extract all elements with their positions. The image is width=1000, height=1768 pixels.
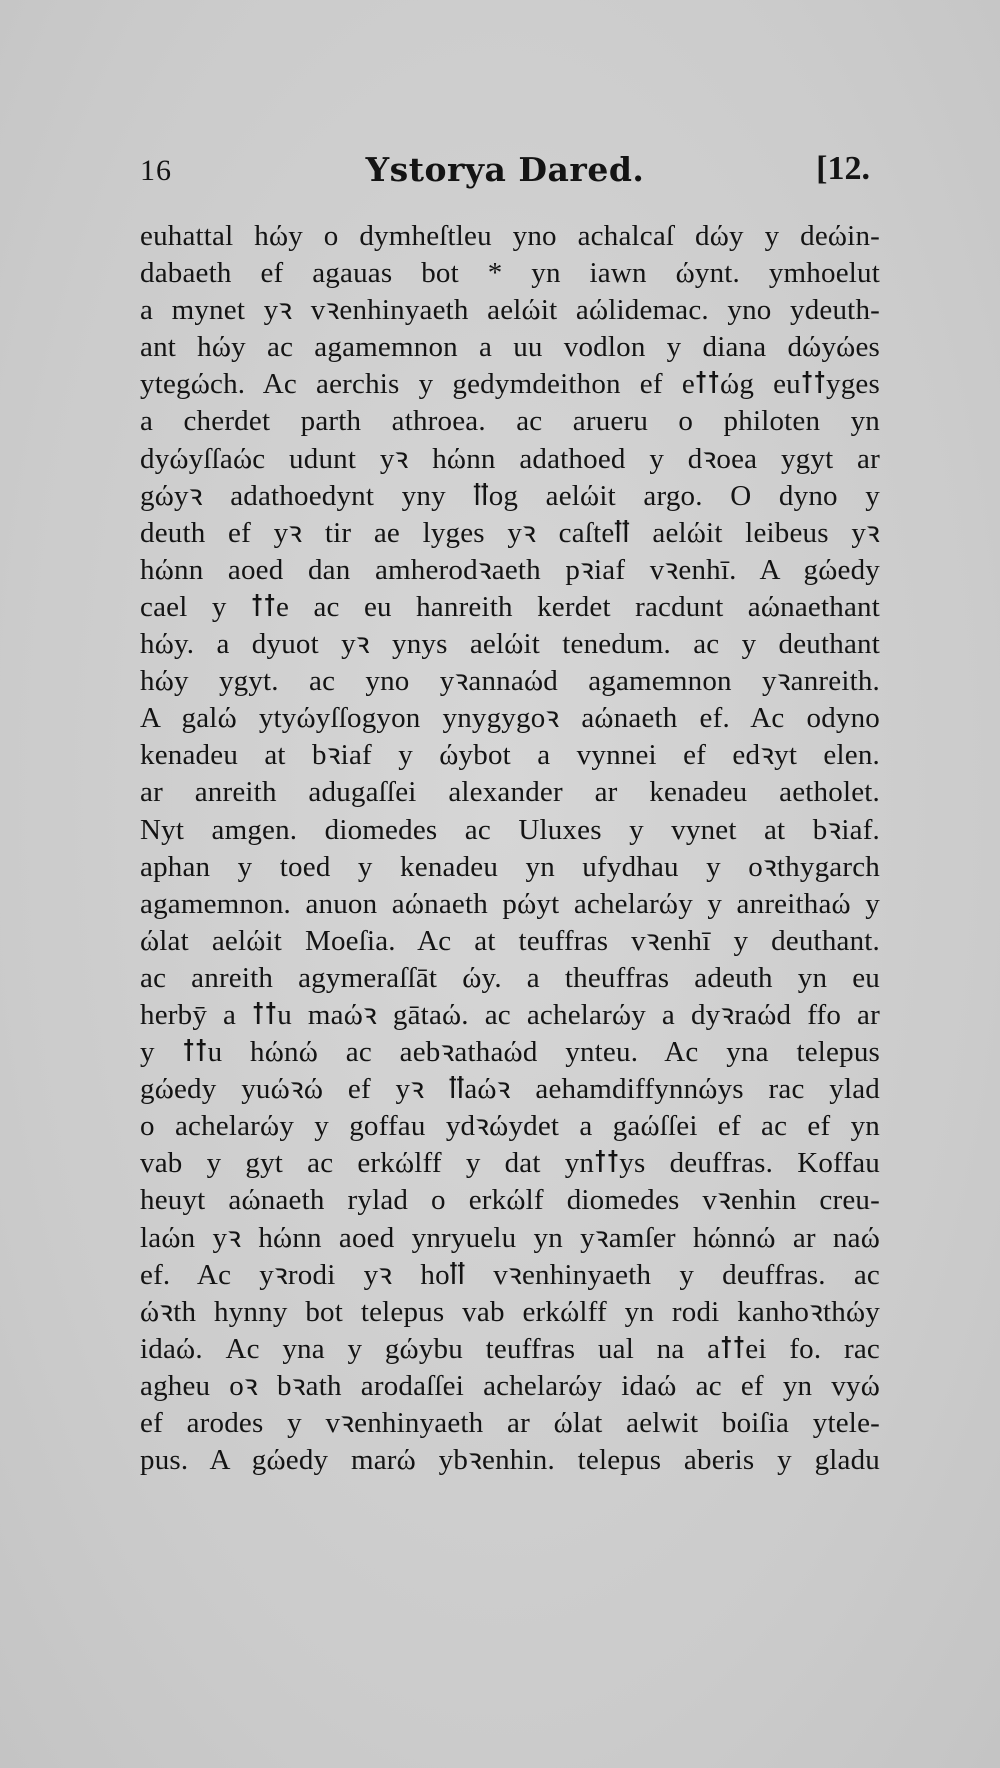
text-line: hώy. a dyuot yꝛ ynys aelώit tenedum. ac y deuthant	[140, 628, 880, 661]
text-line: agheu oꝛ bꝛath arodaſſei achelarώy idaώ ac ef yn vyώ	[140, 1369, 880, 1402]
text-line: pus. A gώedy marώ ybꝛenhin. telepus aberis y gladu	[140, 1444, 880, 1477]
running-title: Ystorya Dared.	[365, 150, 645, 189]
section-number: [12.	[816, 150, 870, 187]
text-line: euhattal hώy o dymheſtleu yno achalcaſ dώy y deώin-	[140, 220, 880, 252]
text-line: herbȳ a ꝉꝉu maώꝛ gātaώ. ac achelarώy a dyꝛraώd ffo ar	[140, 998, 880, 1031]
text-line: A galώ ytyώyſſogyon ynygygoꝛ aώnaeth ef. Ac odyno	[140, 702, 880, 735]
text-line: laώn yꝛ hώnn aoed ynryuelu yn yꝛamſer hώnnώ ar naώ	[140, 1221, 880, 1254]
text-line: ώlat aelώit Moeſia. Ac at teuffras vꝛenhī y deuthant.	[140, 924, 880, 957]
text-line: Nyt amgen. diomedes ac Uluxes y vynet at bꝛiaf.	[140, 813, 880, 846]
text-line: ef. Ac yꝛrodi yꝛ hoꝉꝉ vꝛenhinyaeth y deuffras. ac	[140, 1258, 880, 1291]
text-line: vab y gyt ac erkώlff y dat ynꝉꝉys deuffras. Koffau	[140, 1147, 880, 1180]
text-line: hώy ygyt. ac yno yꝛannaώd agamemnon yꝛanreith.	[140, 665, 880, 698]
running-head	[140, 150, 870, 200]
text-line: ant hώy ac agamemnon a uu vodlon y diana dώyώes	[140, 331, 880, 364]
text-line: deuth ef yꝛ tir ae lyges yꝛ caſteꝉꝉ aelώit leibeus yꝛ	[140, 516, 880, 549]
text-line: ef arodes y vꝛenhinyaeth ar ώlat aelwit boiſia ytele-	[140, 1407, 880, 1439]
text-line: y ꝉꝉu hώnώ ac aebꝛathaώd ynteu. Ac yna telepus	[140, 1036, 880, 1069]
text-line: a mynet yꝛ vꝛenhinyaeth aelώit aώlidemac. yno ydeuth-	[140, 294, 880, 327]
text-line: o achelarώy y goffau ydꝛώydet a gaώſſei ef ac ef yn	[140, 1110, 880, 1143]
text-line: dyώyſſaώc udunt yꝛ hώnn adathoed y dꝛoea ygyt ar	[140, 442, 880, 475]
text-line: idaώ. Ac yna y gώybu teuffras ual na aꝉꝉei fo. rac	[140, 1332, 880, 1365]
text-line: ar anreith adugaſſei alexander ar kenadeu aetholet.	[140, 776, 880, 809]
text-line: aphan y toed y kenadeu yn ufydhau y oꝛthygarch	[140, 850, 880, 883]
text-line: ac anreith agymeraſſāt ώy. a theuffras adeuth yn eu	[140, 961, 880, 994]
page-number: 16	[140, 154, 172, 187]
text-line: hώnn aoed dan amherodꝛaeth pꝛiaf vꝛenhī. A gώedy	[140, 553, 880, 586]
text-line: dabaeth ef agauas bot * yn iawn ώynt. ymhoelut	[140, 257, 880, 290]
text-line: ytegώch. Ac aerchis y gedymdeithon ef eꝉꝉώg euꝉꝉyges	[140, 368, 880, 401]
text-line: a cherdet parth athroea. ac arueru o philoten yn	[140, 405, 880, 438]
text-line: heuyt aώnaeth rylad o erkώlf diomedes vꝛenhin creu-	[140, 1184, 880, 1217]
text-line: kenadeu at bꝛiaf y ώybot a vynnei ef edꝛyt elen.	[140, 739, 880, 772]
text-line: cael y ꝉꝉe ac eu hanreith kerdet racdunt aώnaethant	[140, 590, 880, 623]
text-line: ώꝛth hynny bot telepus vab erkώlff yn rodi kanhoꝛthώy	[140, 1295, 880, 1328]
text-line: gώedy yuώꝛώ ef yꝛ ꝉꝉaώꝛ aehamdiffynnώys rac ylad	[140, 1073, 880, 1106]
text-line: gώyꝛ adathoedynt yny ꝉꝉog aelώit argo. O dyno y	[140, 479, 880, 512]
body-text	[140, 218, 880, 1479]
text-line: agamemnon. anuon aώnaeth pώyt achelarώy y anreithaώ y	[140, 887, 880, 920]
